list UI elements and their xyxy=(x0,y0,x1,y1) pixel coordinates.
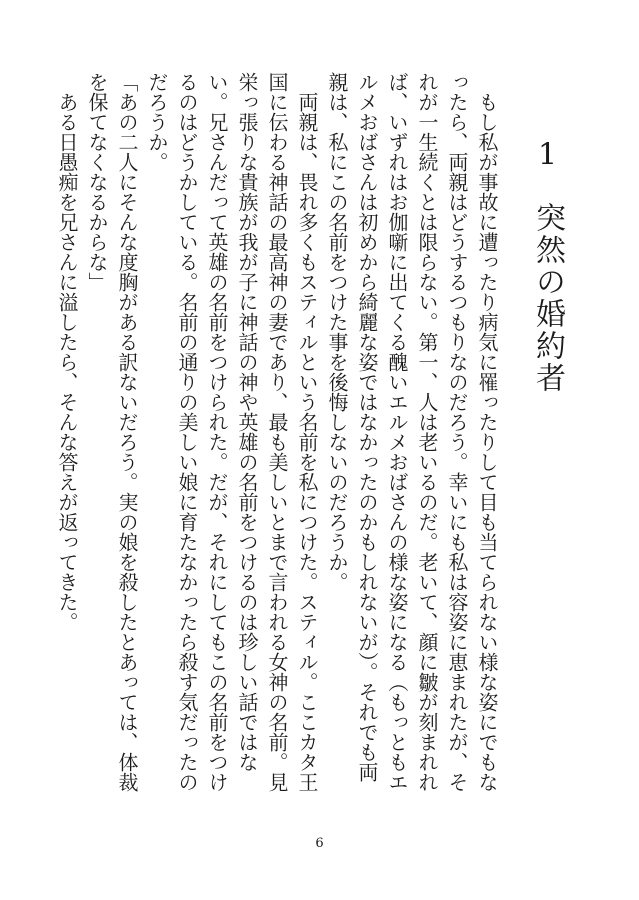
chapter-number: 1 xyxy=(537,140,558,170)
paragraph-4: ある日愚痴を兄さんに溢したら、そんな答えが返ってきた。 xyxy=(55,92,79,632)
page-number: 6 xyxy=(315,836,324,851)
chapter-title: 突然の婚約者 xyxy=(530,202,565,394)
body-text xyxy=(55,72,502,792)
paragraph-2: 両親は、畏れ多くもスティルという名前を私につけた。スティル。ここカタ王国に伝わる神話の最高神の妻であり、最も美しいとまで言われる女神の名前。見栄っ張りな貴族が我が子に神話の神や英雄の名前をつけるのは珍しい話ではない。兄さんだって英雄の名前をつけられた。だが、それにしてもこの名前をつけるのはどうかしている。名前の通りの美しい娘に育たなかったら殺す気だったのだろうか。 xyxy=(145,72,319,792)
paragraph-3-dialogue: 「あの二人にそんな度胸がある訳ないだろう。実の娘を殺したとあっては、体裁を保てなくなるからな」 xyxy=(85,72,139,792)
paragraph-1: もし私が事故に遭ったり病気に罹ったりして目も当てられない様な姿にでもなったら、両親はどうするつもりなのだろう。幸いにも私は容姿に恵まれたが、それが一生続くとは限らない。第一、人は老いるのだ。老いて、顔に皺が刻まれれば、いずれはお伽噺に出てくる醜いエルメおばさんの様な姿になる（もっともエルメおばさんは初めから綺麗な姿ではなかったのかもしれないが）。それでも両親は、私にこの名前をつけた事を後悔しないのだろうか。 xyxy=(325,72,499,792)
chapter-heading xyxy=(524,140,570,394)
chapter-spacer xyxy=(530,170,565,202)
